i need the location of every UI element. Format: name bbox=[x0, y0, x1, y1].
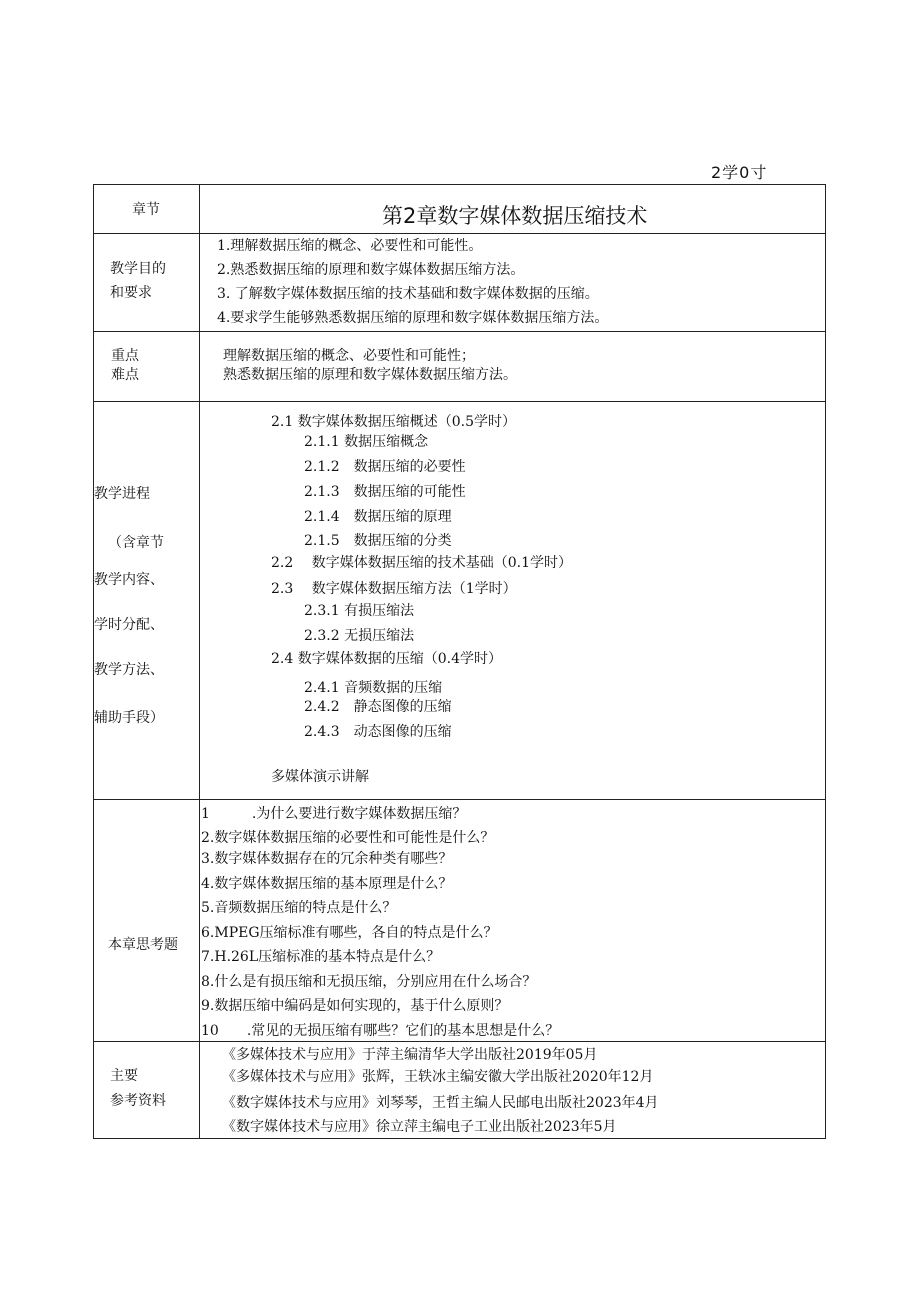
outline-2-4-1: 2.4.1 音频数据的压缩 bbox=[304, 680, 443, 696]
keypoints-content-cell bbox=[200, 332, 825, 401]
outline-2-3-2: 2.3.2 无损压缩法 bbox=[304, 628, 415, 644]
outline-2-4: 2.4 数字媒体数据的压缩（0.4学时） bbox=[271, 651, 502, 667]
questions-row bbox=[94, 800, 825, 1042]
objective-item-4: 4.要求学生能够熟悉数据压缩的原理和数字媒体数据压缩方法。 bbox=[217, 310, 609, 326]
process-label-line-2: （含章节 bbox=[108, 535, 164, 551]
keypoints-label-line-1: 重点 bbox=[111, 348, 139, 364]
questions-label-cell bbox=[94, 800, 200, 1041]
outline-2-1-3: 2.1.3 数据压缩的可能性 bbox=[304, 484, 466, 500]
outline-2-1: 2.1 数字媒体数据压缩概述（0.5学时） bbox=[271, 414, 516, 430]
references-label-cell bbox=[94, 1042, 200, 1138]
objectives-label-line-1: 教学目的 bbox=[110, 261, 166, 277]
chapter-title-cell bbox=[200, 185, 825, 233]
question-item-1: 1 .为什么要进行数字媒体数据压缩？ bbox=[201, 806, 467, 822]
keypoints-row bbox=[94, 332, 825, 402]
references-label-line-1: 主要 bbox=[110, 1068, 138, 1084]
keypoints-label-cell bbox=[94, 332, 200, 401]
objectives-label-cell bbox=[94, 234, 200, 331]
chapter-row bbox=[94, 185, 825, 234]
questions-label: 本章思考题 bbox=[108, 937, 178, 953]
outline-2-3-1: 2.3.1 有损压缩法 bbox=[304, 603, 415, 619]
process-label-line-5: 教学方法、 bbox=[94, 662, 164, 678]
process-label-line-4: 学时分配、 bbox=[94, 617, 164, 633]
reference-item-2: 《多媒体技术与应用》张辉，王轶冰主编安徽大学出版社2020年12月 bbox=[222, 1069, 654, 1085]
objective-item-2: 2.熟悉数据压缩的原理和数字媒体数据压缩方法。 bbox=[217, 262, 525, 278]
process-label-line-3: 教学内容、 bbox=[94, 572, 164, 588]
outline-2-2: 2.2 数字媒体数据压缩的技术基础（0.1学时） bbox=[271, 555, 572, 571]
outline-2-1-4: 2.1.4 数据压缩的原理 bbox=[304, 509, 452, 525]
question-item-7: 7.H.26L压缩标准的基本特点是什么？ bbox=[201, 949, 441, 965]
process-row bbox=[94, 402, 825, 800]
objectives-row bbox=[94, 234, 825, 332]
objective-item-3: 3. 了解数字媒体数据压缩的技术基础和数字媒体数据的压缩。 bbox=[217, 286, 599, 302]
outline-2-3: 2.3 数字媒体数据压缩方法（1学时） bbox=[271, 581, 517, 597]
question-item-5: 5.音频数据压缩的特点是什么？ bbox=[201, 900, 397, 916]
process-label-line-6: 辅助手段） bbox=[94, 710, 164, 726]
question-item-8: 8.什么是有损压缩和无损压缩，分别应用在什么场合？ bbox=[201, 974, 537, 990]
references-row bbox=[94, 1042, 825, 1138]
question-item-2: 2.数字媒体数据压缩的必要性和可能性是什么？ bbox=[201, 830, 495, 846]
question-item-9: 9.数据压缩中编码是如何实现的，基于什么原则？ bbox=[201, 998, 509, 1014]
syllabus-table bbox=[93, 184, 826, 1139]
question-item-4: 4.数字媒体数据压缩的基本原理是什么？ bbox=[201, 876, 453, 892]
teaching-method: 多媒体演示讲解 bbox=[271, 769, 369, 785]
hours-note: 2学0寸 bbox=[711, 163, 768, 182]
question-item-10: 10 .常见的无损压缩有哪些？它们的基本思想是什么？ bbox=[201, 1023, 560, 1039]
process-label-cell bbox=[94, 402, 200, 799]
chapter-label-cell bbox=[94, 185, 200, 233]
objective-item-1: 1.理解数据压缩的概念、必要性和可能性。 bbox=[217, 238, 483, 254]
objectives-content-cell bbox=[200, 234, 825, 331]
outline-2-4-2: 2.4.2 静态图像的压缩 bbox=[304, 699, 452, 715]
process-content-cell bbox=[200, 402, 825, 799]
chapter-title: 第2章数字媒体数据压缩技术 bbox=[382, 204, 648, 228]
outline-2-4-3: 2.4.3 动态图像的压缩 bbox=[304, 724, 452, 740]
reference-item-1: 《多媒体技术与应用》于萍主编清华大学出版社2019年05月 bbox=[222, 1047, 598, 1063]
keypoint-item-1: 理解数据压缩的概念、必要性和可能性； bbox=[223, 348, 475, 364]
keypoint-item-2: 熟悉数据压缩的原理和数字媒体数据压缩方法。 bbox=[223, 367, 517, 383]
keypoints-label-line-2: 难点 bbox=[111, 367, 139, 383]
chapter-label: 章节 bbox=[132, 202, 160, 218]
objectives-label-line-2: 和要求 bbox=[110, 285, 152, 301]
outline-2-1-1: 2.1.1 数据压缩概念 bbox=[304, 434, 429, 450]
question-item-3: 3.数字媒体数据存在的冗余种类有哪些？ bbox=[201, 851, 453, 867]
process-label-line-1: 教学进程 bbox=[94, 486, 150, 502]
questions-content-cell bbox=[200, 800, 825, 1041]
outline-2-1-5: 2.1.5 数据压缩的分类 bbox=[304, 533, 452, 549]
reference-item-3: 《数字媒体技术与应用》刘琴琴，王哲主编人民邮电出版社2023年4月 bbox=[222, 1095, 659, 1111]
references-label-line-2: 参考资料 bbox=[110, 1093, 166, 1109]
reference-item-4: 《数字媒体技术与应用》徐立萍主编电子工业出版社2023年5月 bbox=[222, 1119, 617, 1135]
outline-2-1-2: 2.1.2 数据压缩的必要性 bbox=[304, 459, 466, 475]
references-content-cell bbox=[200, 1042, 825, 1138]
question-item-6: 6.MPEG压缩标准有哪些，各自的特点是什么？ bbox=[201, 925, 498, 941]
